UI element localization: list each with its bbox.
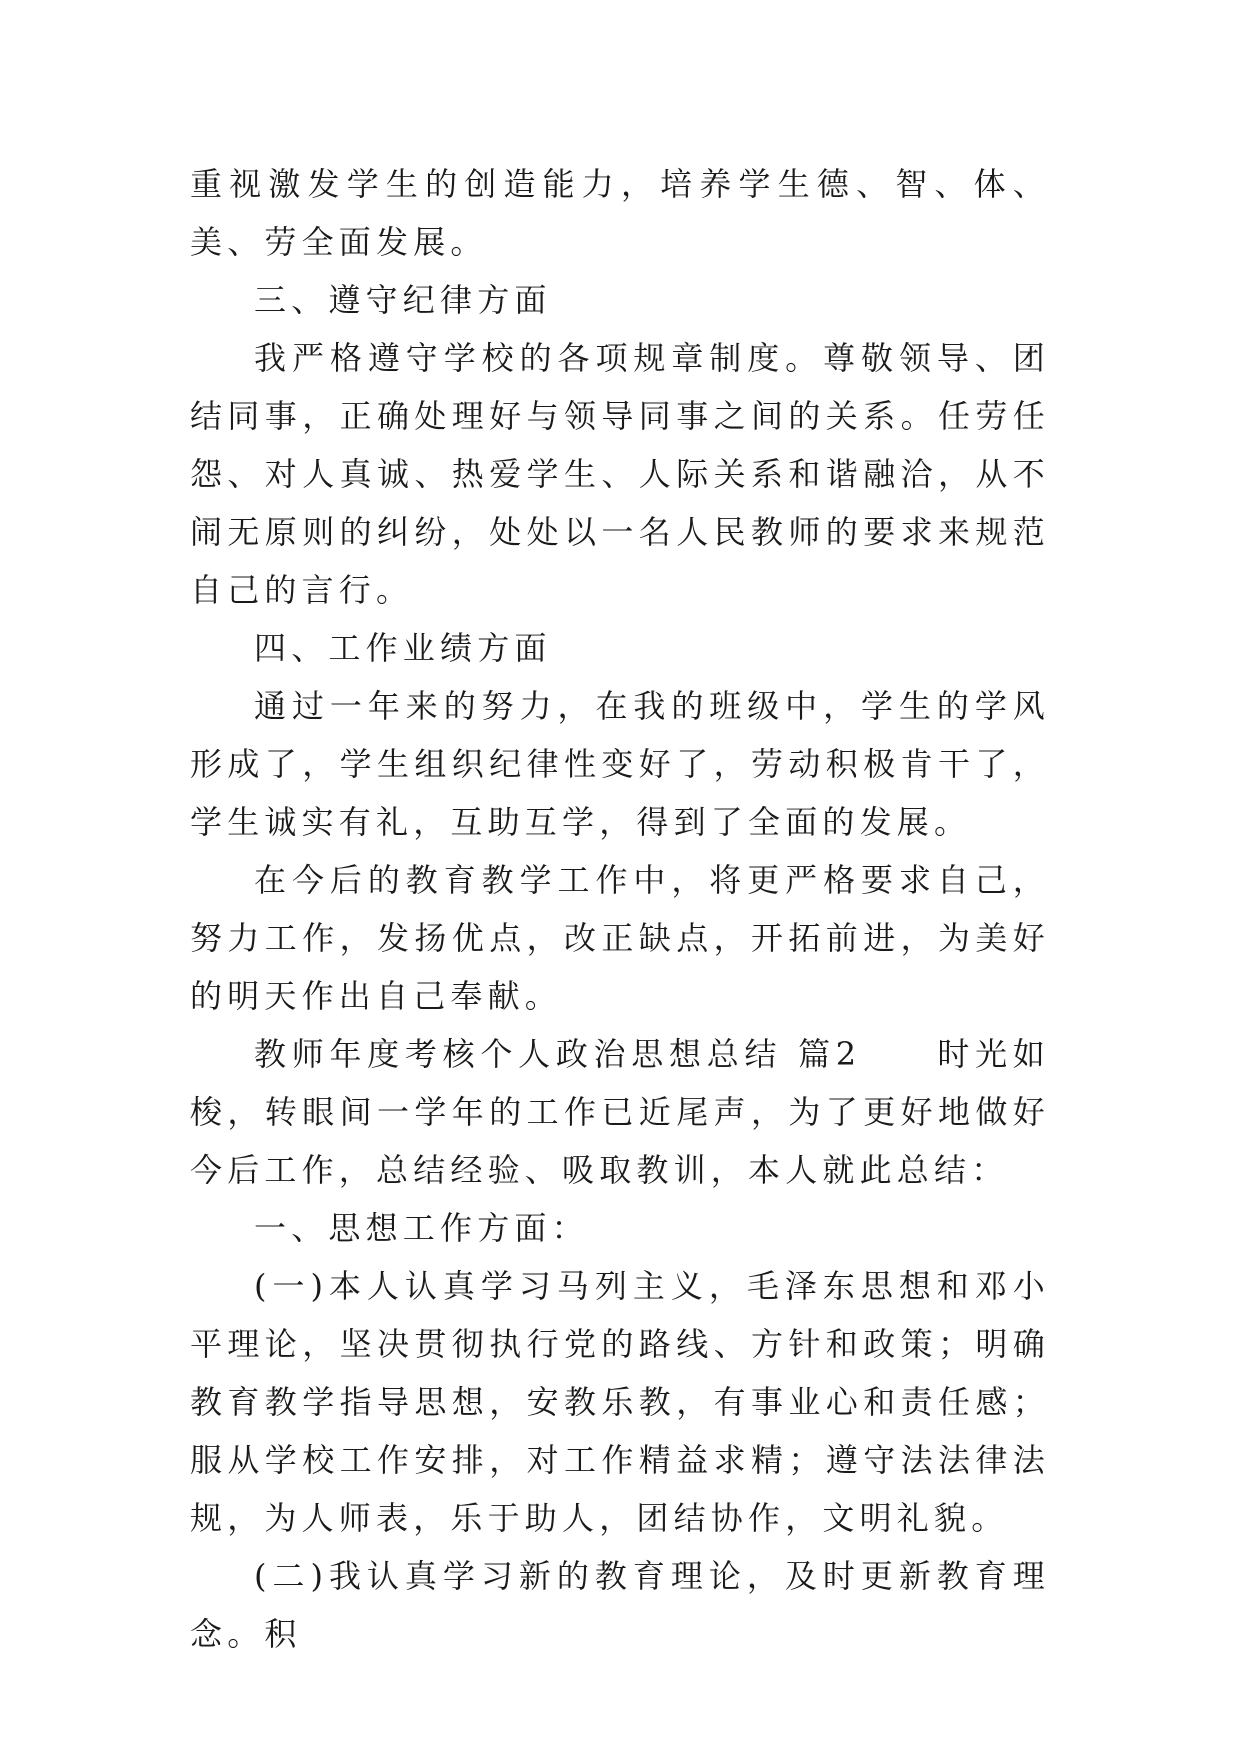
paragraph: (二)我认真学习新的教育理论，及时更新教育理念。积 xyxy=(190,1557,1050,1653)
paragraph: 教师年度考核个人政治思想总结 篇2 时光如梭，转眼间一学年的工作已近尾声，为了更好地做好今后工作，总结经验、吸取教训，本人就此总结： xyxy=(190,1035,1050,1189)
document-body xyxy=(190,155,1050,1663)
paragraph: 在今后的教育教学工作中，将更严格要求自己，努力工作，发扬优点，改正缺点，开拓前进，为美好的明天作出自己奉献。 xyxy=(190,861,1050,1015)
paragraph: 通过一年来的努力，在我的班级中，学生的学风形成了，学生组织纪律性变好了，劳动积极肯干了，学生诚实有礼，互助互学，得到了全面的发展。 xyxy=(190,687,1050,841)
section-heading: 三、遵守纪律方面 xyxy=(254,281,552,319)
paragraph: (一)本人认真学习马列主义，毛泽东思想和邓小平理论，坚决贯彻执行党的路线、方针和政策；明确教育教学指导思想，安教乐教，有事业心和责任感；服从学校工作安排，对工作精益求精；遵守法法律法规，为人师表，乐于助人，团结协作，文明礼貌。 xyxy=(190,1267,1050,1537)
section-heading: 四、工作业绩方面 xyxy=(254,629,552,667)
section-heading: 一、思想工作方面： xyxy=(254,1209,589,1247)
paragraph: 我严格遵守学校的各项规章制度。尊敬领导、团结同事，正确处理好与领导同事之间的关系。任劳任怨、对人真诚、热爱学生、人际关系和谐融洽，从不闹无原则的纠纷，处处以一名人民教师的要求来规范自己的言行。 xyxy=(190,339,1050,609)
paragraph: 重视激发学生的创造能力，培养学生德、智、体、美、劳全面发展。 xyxy=(190,165,1050,261)
